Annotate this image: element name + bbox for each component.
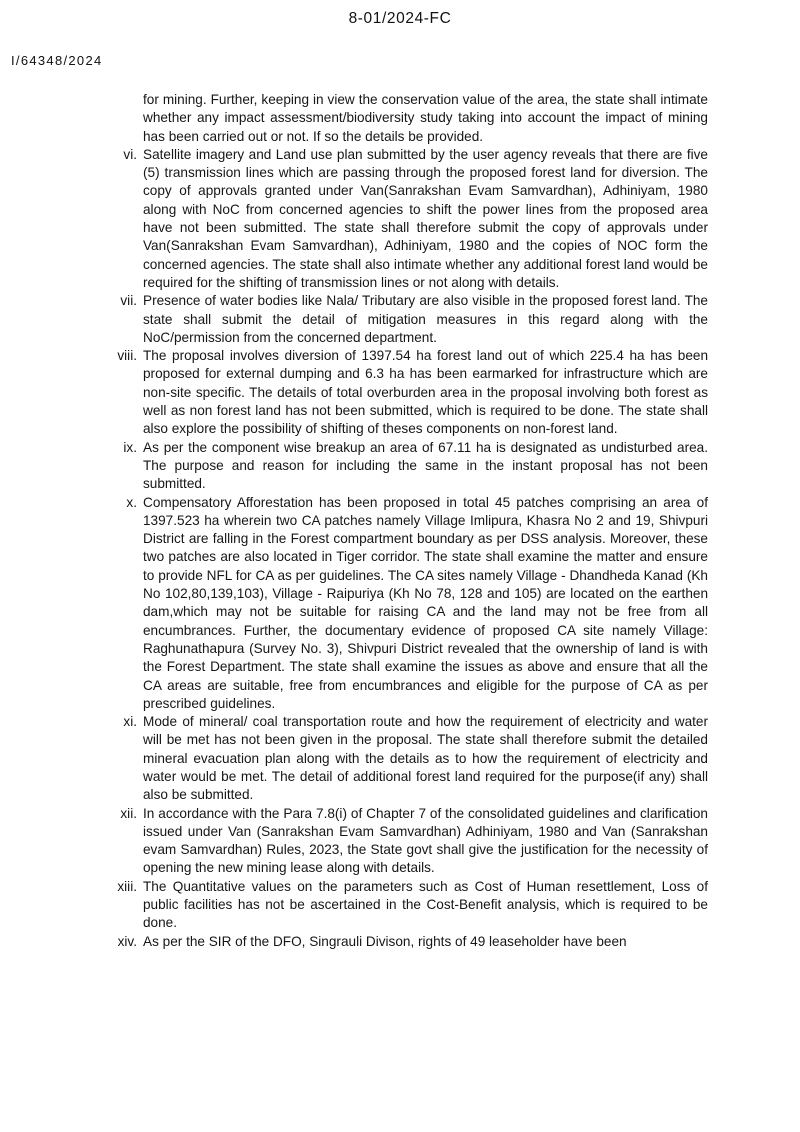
list-item-xi [123, 713, 708, 804]
list-marker: x. [126, 494, 137, 510]
list-item-xii [120, 805, 708, 878]
list-marker: xiii. [117, 878, 137, 894]
list-item-text: Compensatory Afforestation has been proposed in total 45 patches comprising an area of 1397.523 ha wherein two CA patches namely Village Imlipura, Khasra No 2 and 19, Shivpuri District are falling in the Forest compartment boundary as per DSS analysis. Moreover, these two patches are also located in Tiger corridor. The state shall examine the matter and ensure to provide NFL for CA as per guidelines. The CA sites namely Village - Dhandheda Kanad (Kh No 102,80,139,103), Village - Raipuriya (Kh No 78, 128 and 105) are located on the earthen dam,which may not be suitable for raising CA and the land may not be free from all encumbrances. Further, the documentary evidence of proposed CA site namely Village: Raghunathapura (Survey No. 3), Shivpuri District revealed that the ownership of land is with the Forest Department. The state shall examine the issues as above and ensure that all the CA areas are suitable, free from encumbrances and eligible for the purpose of CA as per prescribed guidelines. [143, 494, 708, 711]
list-item-text: As per the component wise breakup an area of 67.11 ha is designated as undisturbed area. The purpose and reason for including the same in the instant proposal has not been submitted. [143, 439, 708, 492]
list-marker: vi. [123, 146, 137, 162]
file-reference-number: I/64348/2024 [11, 53, 103, 68]
list-item-vii [120, 292, 708, 347]
list-item-text: The Quantitative values on the parameters such as Cost of Human resettlement, Loss of public facilities has not be ascertained in the Cost-Benefit analysis, which is required to be done. [143, 878, 708, 931]
list-item-text: As per the SIR of the DFO, Singrauli Divison, rights of 49 leaseholder have been [143, 933, 627, 949]
list-item-text: Satellite imagery and Land use plan submitted by the user agency reveals that there are five (5) transmission lines which are passing through the proposed forest land for diversion. The copy of approvals granted under Van(Sanrakshan Evam Samvardhan), Adhiniyam, 1980 along with NoC from concerned agencies to shift the power lines from the proposed area have not been submitted. The state shall therefore submit the copy of approvals under Van(Sanrakshan Evam Samvardhan), Adhiniyam, 1980 and the copies of NOC form the concerned agencies. The state shall also intimate whether any additional forest land would be required for the shifting of transmission lines or not along with details. [143, 146, 708, 290]
list-item-ix [123, 439, 708, 494]
paragraph-continuation: for mining. Further, keeping in view the conservation value of the area, the state shall intimate whether any impact assessment/biodiversity study taking into account the impact of mining has been carried out or not. If so the details be provided. [143, 92, 708, 144]
list-item-text: Presence of water bodies like Nala/ Tributary are also visible in the proposed forest land. The state shall submit the detail of mitigation measures in this regard along with the NoC/permission from the concerned department. [143, 293, 708, 345]
document-number: 8-01/2024-FC [348, 10, 452, 27]
list-item-xiii [117, 878, 708, 933]
list-marker: xi. [123, 714, 137, 730]
list-item-text: Mode of mineral/ coal transportation route and how the requirement of electricity and water will be met has not been given in the proposal. The state shall therefore submit the detailed mineral evacuation plan along with the details as to how the requirement of electricity and water would be met. The detail of additional forest land required for the purpose(if any) shall also be submitted. [143, 714, 708, 803]
list-item-text: The proposal involves diversion of 1397.54 ha forest land out of which 225.4 ha has been proposed for external dumping and 6.3 ha has been earmarked for infrastructure which are non-site specific. The details of total overburden area in the proposal involving both forest as well as non forest land has not been submitted, which is required to be done. The state shall also explore the possibility of shifting of theses components on non-forest land. [143, 348, 708, 437]
list-item-xiv [117, 933, 708, 951]
list-item-viii [117, 347, 708, 438]
list-marker: viii. [117, 348, 137, 364]
list-marker: ix. [123, 439, 137, 455]
list-item-vi [123, 146, 708, 292]
list-marker: vii. [120, 293, 137, 309]
document-body [117, 91, 708, 951]
list-marker: xii. [120, 805, 137, 821]
list-item-text: In accordance with the Para 7.8(i) of Chapter 7 of the consolidated guidelines and clarification issued under Van (Sanrakshan Evam Samvardhan) Adhiniyam, 1980 and Van (Sanrakshan evam Samvardhan) Rules, 2023, the State govt shall give the justification for the necessity of opening the new mining lease along with details. [143, 805, 708, 876]
list-marker: xiv. [117, 933, 137, 949]
list-item-x [126, 494, 708, 714]
